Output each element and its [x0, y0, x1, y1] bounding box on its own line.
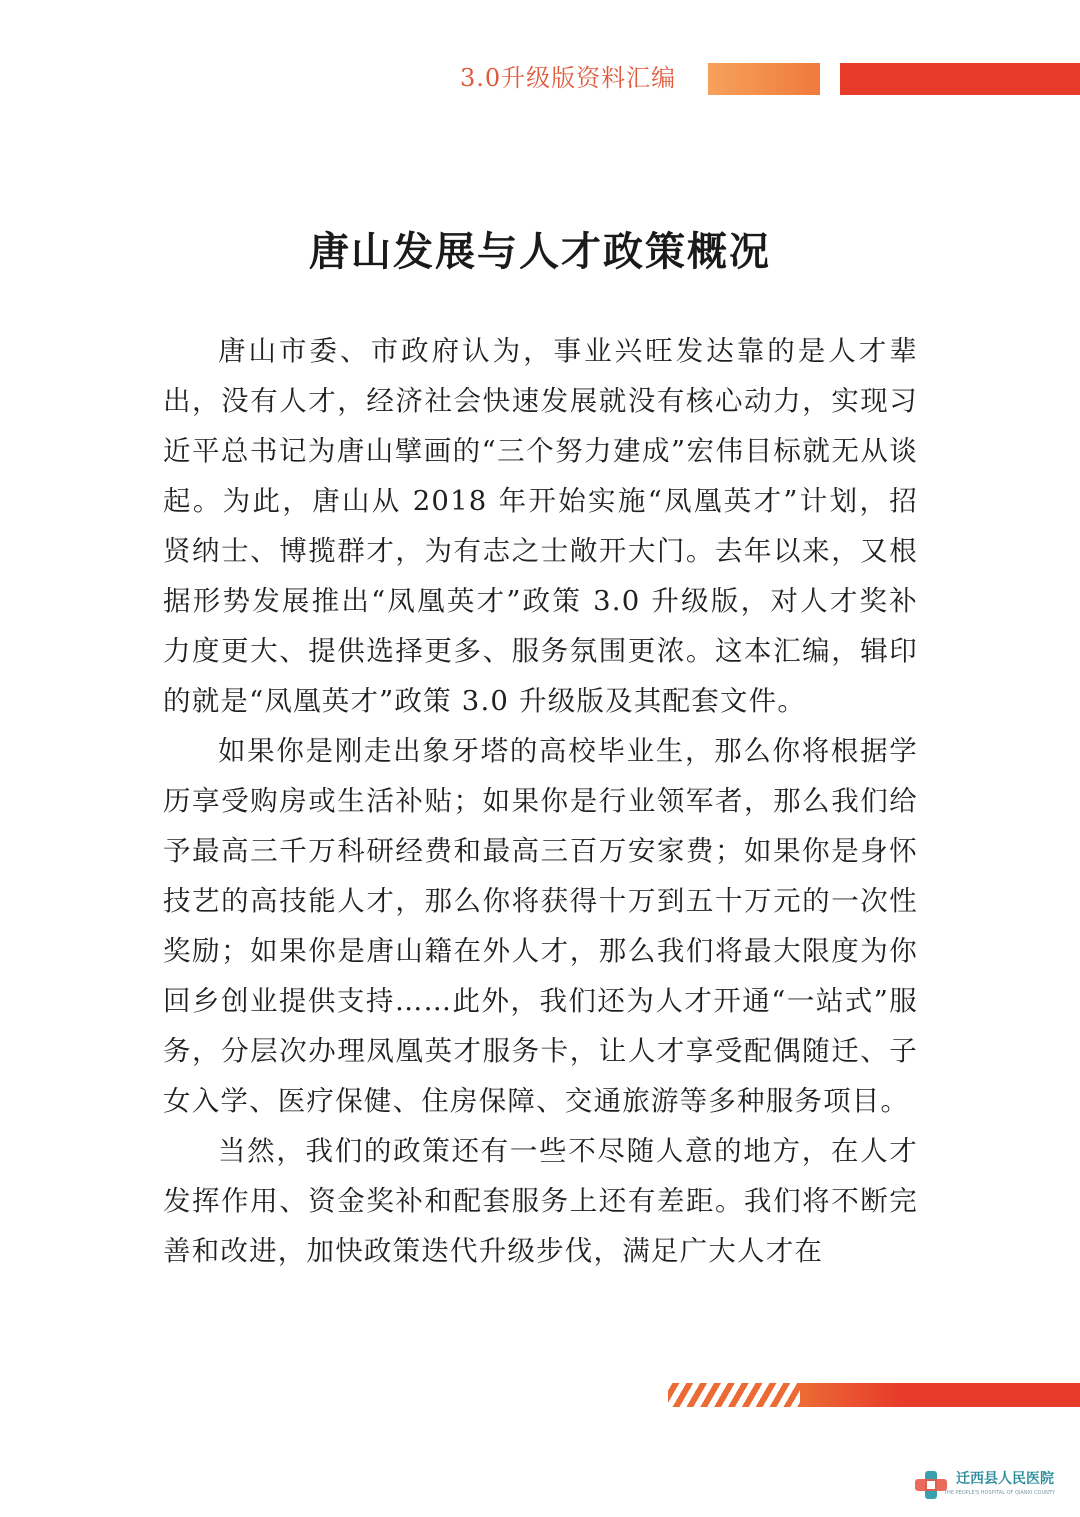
- hospital-name: 迁西县人民医院: [956, 1471, 1054, 1487]
- header-accent-bar-left: [708, 63, 820, 95]
- header-accent-bar-right: [840, 63, 1080, 95]
- hospital-english-name: THE PEOPLE'S HOSPITAL OF QIANXI COUNTY: [944, 1490, 1055, 1496]
- header-label: 3.0升级版资料汇编: [460, 64, 677, 92]
- paragraph-1: 唐山市委、市政府认为，事业兴旺发达靠的是人才辈出，没有人才，经济社会快速发展就没有核心动力，实现习近平总书记为唐山擘画的“三个努力建成”宏伟目标就无从谈起。为此，唐山从 2018 年开始实施“凤凰英才”计划，招贤纳士、博揽群才，为有志之士敞开大门。去年以来，又根据形势发展推出“凤凰英才”政策 3.0 升级版，对人才奖补力度更大、提供选择更多、服务氛围更浓。这本汇编，辑印的就是“凤凰英才”政策 3.0 升级版及其配套文件。: [163, 335, 918, 717]
- document-body: [163, 326, 918, 1276]
- footer-stripes-decoration: [668, 1383, 818, 1407]
- paragraph-3: 当然，我们的政策还有一些不尽随人意的地方，在人才发挥作用、资金奖补和配套服务上还有差距。我们将不断完善和改进，加快政策迭代升级步伐，满足广大人才在: [163, 1135, 918, 1267]
- paragraph-2: 如果你是刚走出象牙塔的高校毕业生，那么你将根据学历享受购房或生活补贴；如果你是行业领军者，那么我们给予最高三千万科研经费和最高三百万安家费；如果你是身怀技艺的高技能人才，那么你将获得十万到五十万元的一次性奖励；如果你是唐山籍在外人才，那么我们将最大限度为你回乡创业提供支持……此外，我们还为人才开通“一站式”服务，分层次办理凤凰英才服务卡，让人才享受配偶随迁、子女入学、医疗保健、住房保障、交通旅游等多种服务项目。: [163, 735, 918, 1117]
- hospital-watermark: [912, 1468, 1077, 1502]
- page-title: 唐山发展与人才政策概况: [309, 228, 771, 275]
- footer-accent-bar: [800, 1383, 1080, 1407]
